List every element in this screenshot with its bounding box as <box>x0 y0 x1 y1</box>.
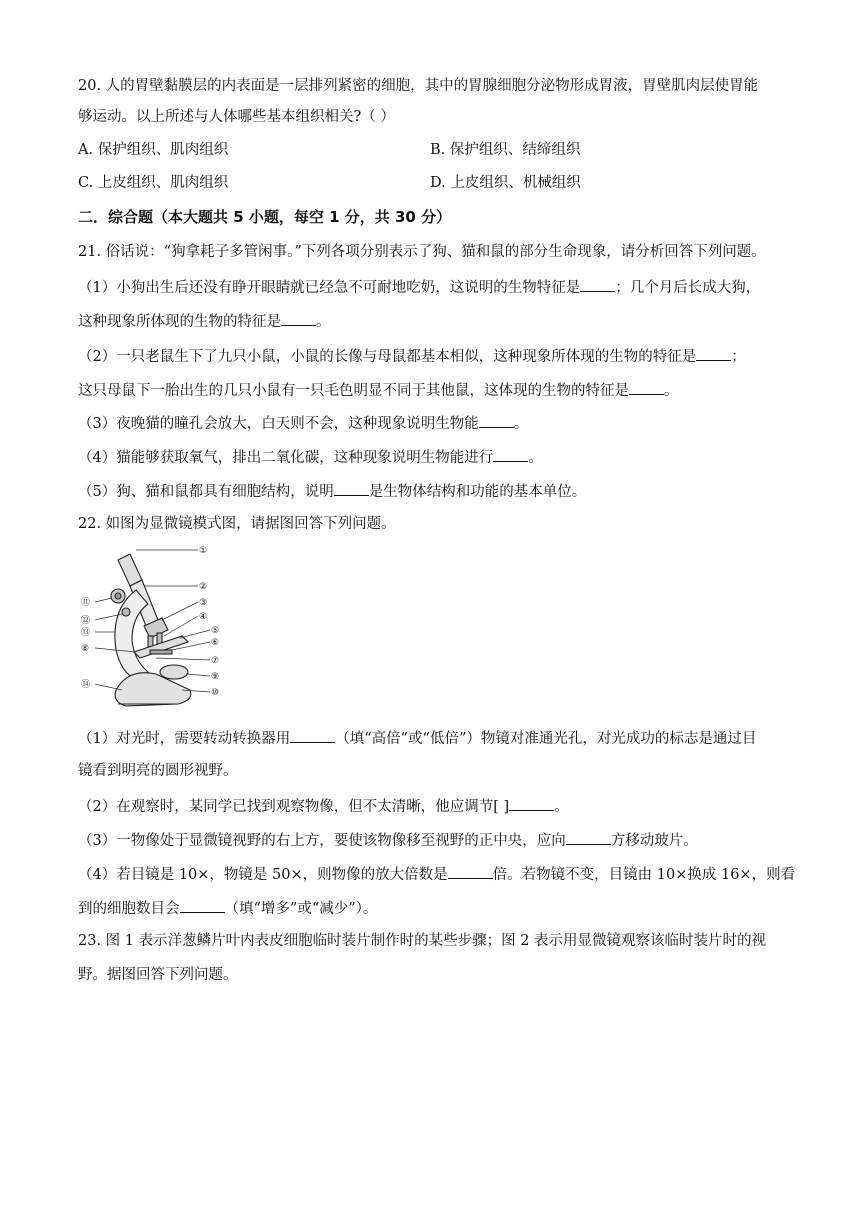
q23-line-1: 23. 图 1 表示洋葱鳞片叶内表皮细胞临时装片制作时的某些步骤；图 2 表示用显微镜观察该临时装片时的视 <box>78 933 767 949</box>
q20-line-2: 够运动。以上所述与人体哪些基本组织相关?（ ） <box>78 109 395 125</box>
answer-blank[interactable] <box>281 310 316 326</box>
part-label: ⑪ <box>81 598 91 608</box>
answer-blank[interactable] <box>334 480 369 496</box>
q21-intro: 21. 俗话说：“狗拿耗子多管闲事。”下列各项分别表示了狗、猫和鼠的部分生命现象，请分析回答下列问题。 <box>78 244 766 260</box>
q22-part-3: （3）一物像处于显微镜视野的右上方，要使该物像移至视野的正中央，应向 方移动玻片。 <box>78 829 698 851</box>
part-label: ① <box>199 546 208 556</box>
part-label: ⑥ <box>211 638 220 648</box>
part-label: ② <box>199 582 208 592</box>
q21-part-1-line-2: 这种现象所体现的生物的特征是 。 <box>78 310 331 332</box>
answer-blank[interactable] <box>629 379 664 395</box>
q21-part-3: （3）夜晚猫的瞳孔会放大，白天则不会，这种现象说明生物能 。 <box>78 412 528 434</box>
answer-blank[interactable] <box>290 727 335 743</box>
part-label: ⑦ <box>211 656 220 666</box>
q22-part-1-line-2: 镜看到明亮的圆形视野。 <box>78 763 238 779</box>
q22-part-4-line-1: （4）若目镜是 10×，物镜是 50×，则物像的放大倍数是 倍。若物镜不变，目镜由 10×换成 16×，则看 <box>78 863 795 885</box>
answer-blank[interactable] <box>448 863 493 879</box>
answer-blank[interactable] <box>566 829 611 845</box>
part-label: ⑬ <box>81 628 91 638</box>
part-label: ⑧ <box>81 644 90 654</box>
answer-blank[interactable] <box>493 446 528 462</box>
part-label: ⑫ <box>81 616 91 626</box>
q21-part-4: （4）猫能够获取氧气，排出二氧化碳，这种现象说明生物能进行 。 <box>78 446 543 468</box>
part-label: ⑤ <box>211 626 220 636</box>
q22-part-2: （2）在观察时，某同学已找到观察物像，但不太清晰，他应调节[ ] 。 <box>78 795 569 817</box>
q22-intro: 22. 如图为显微镜模式图，请据图回答下列问题。 <box>78 516 396 532</box>
q20-line-1: 20. 人的胃壁黏膜层的内表面是一层排列紧密的细胞，其中的胃腺细胞分泌物形成胃液，胃壁肌肉层使胃能 <box>78 78 759 94</box>
q23-line-2: 野。据图回答下列问题。 <box>78 967 238 983</box>
q20-option-c: C. 上皮组织、肌肉组织 <box>78 175 229 191</box>
part-label: ⑨ <box>211 672 220 682</box>
q21-part-1-line-1: （1）小狗出生后还没有睁开眼睛就已经急不可耐地吃奶，这说明的生物特征是 ；几个月后长成大狗， <box>78 276 760 298</box>
part-label: ④ <box>199 612 208 622</box>
part-label: ⑭ <box>81 680 91 690</box>
answer-blank[interactable] <box>479 412 514 428</box>
q20-option-a: A. 保护组织、肌肉组织 <box>78 142 229 158</box>
part-label: ③ <box>199 598 208 608</box>
microscope-diagram <box>78 540 238 720</box>
q21-part-5: （5）狗、猫和鼠都具有细胞结构，说明 是生物体结构和功能的基本单位。 <box>78 480 586 502</box>
part-label: ⑩ <box>211 688 220 698</box>
answer-blank[interactable] <box>696 345 731 361</box>
q20-option-b: B. 保护组织、结缔组织 <box>430 142 581 158</box>
answer-blank[interactable] <box>509 795 554 811</box>
answer-blank[interactable] <box>580 276 615 292</box>
q20-option-d: D. 上皮组织、机械组织 <box>430 175 581 191</box>
q21-part-2-line-2: 这只母鼠下一胎出生的几只小鼠有一只毛色明显不同于其他鼠，这体现的生物的特征是 。 <box>78 379 679 401</box>
q22-part-1-line-1: （1）对光时，需要转动转换器用 （填“高倍”或“低倍”）物镜对准通光孔，对光成功的标志是通过目 <box>78 727 756 749</box>
q22-part-4-line-2: 到的细胞数目会 （填“增多”或“减少”）。 <box>78 897 377 919</box>
section-2-heading: 二．综合题（本大题共 5 小题，每空 1 分，共 30 分） <box>78 208 452 226</box>
answer-blank[interactable] <box>180 897 225 913</box>
q21-part-2-line-1: （2）一只老鼠生下了九只小鼠，小鼠的长像与母鼠都基本相似，这种现象所体现的生物的特征是 ； <box>78 345 746 367</box>
